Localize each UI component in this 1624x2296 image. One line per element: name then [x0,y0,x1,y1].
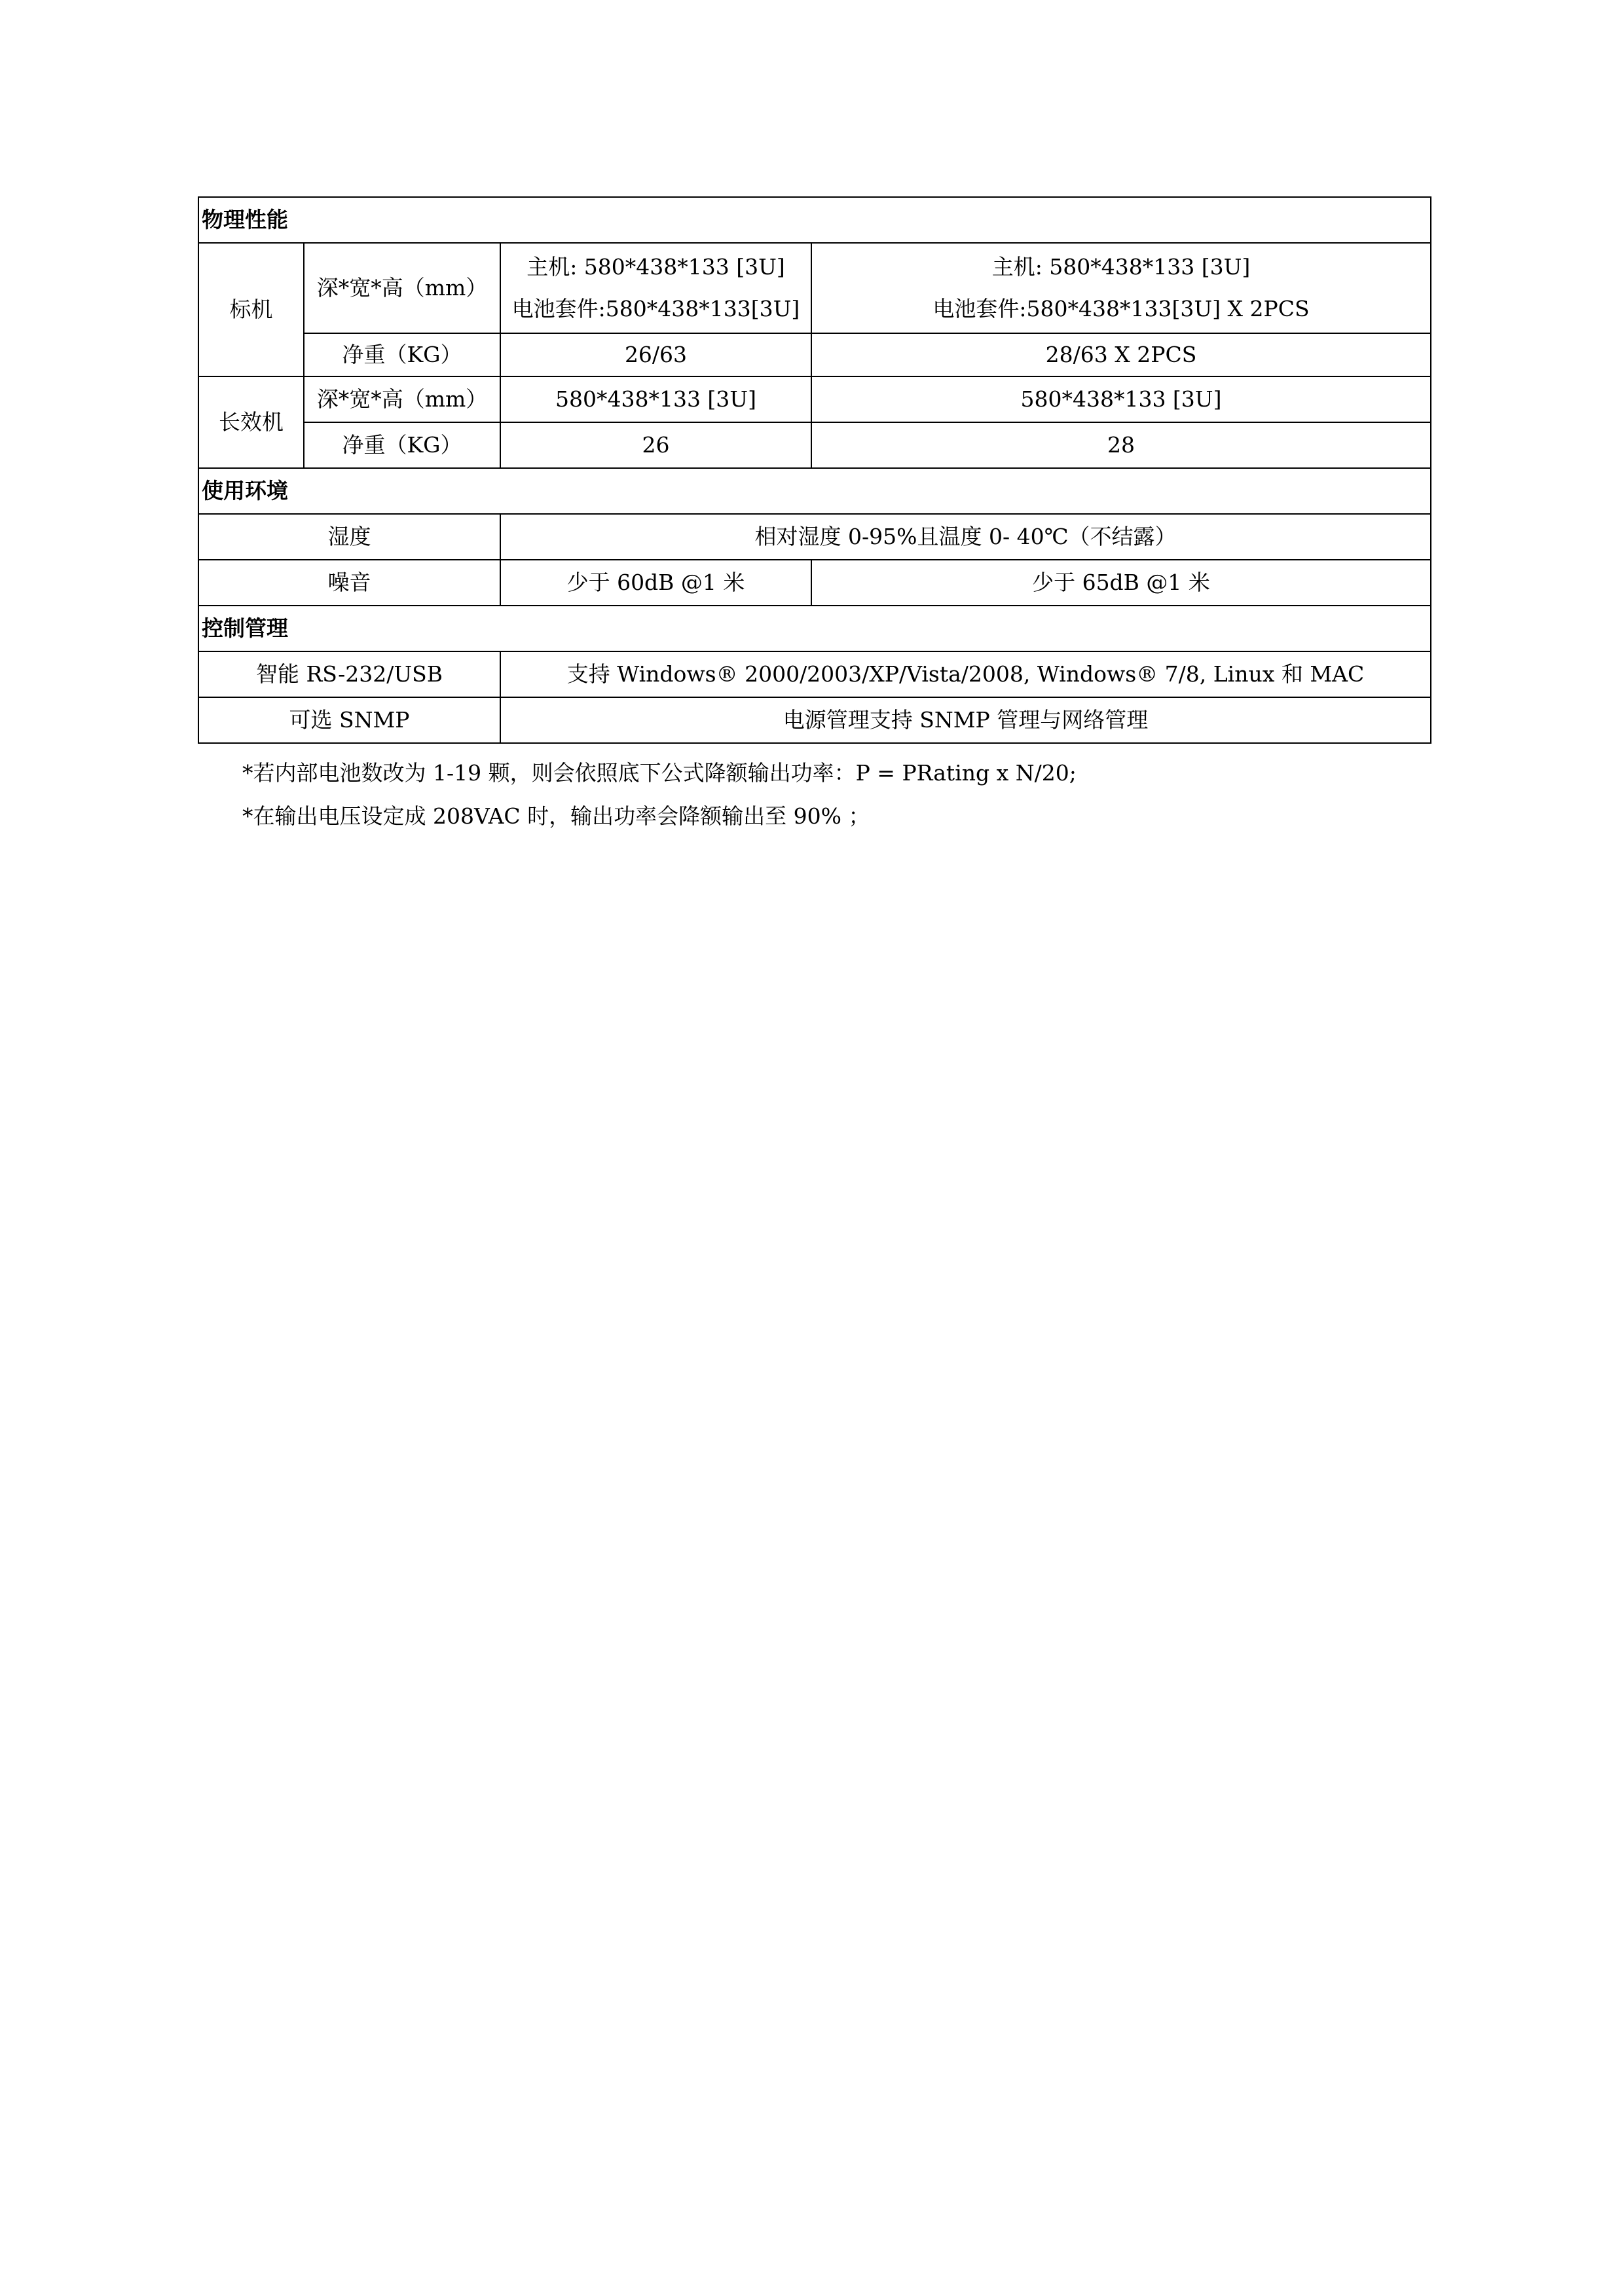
noise-label: 噪音 [198,560,500,606]
humidity-label: 湿度 [198,514,500,560]
table-row [198,422,1431,468]
humidity-value: 相对湿度 0-95%且温度 0- 40℃（不结露） [500,514,1431,560]
row-label-standard: 标机 [198,243,304,376]
table-row [198,514,1431,560]
long-run-dims-b: 580*438*133 [3U] [811,376,1431,422]
standard-dims-b [811,243,1431,333]
standard-dims-b-line1: 主机: 580*438*133 [3U] [991,254,1251,280]
section-row-physical [198,197,1431,243]
weight-label: 净重（KG） [304,422,500,468]
section-title-control: 控制管理 [198,606,1431,651]
long-run-weight-a: 26 [500,422,811,468]
row-label-long-run: 长效机 [198,376,304,468]
dims-label: 深*宽*高（mm） [304,376,500,422]
table-row [198,697,1431,743]
standard-dims-a-line1: 主机: 580*438*133 [3U] [526,254,785,280]
snmp-label: 可选 SNMP [198,697,500,743]
table-row [198,243,1431,333]
section-row-environment [198,468,1431,514]
rs232-value: 支持 Windows® 2000/2003/XP/Vista/2008, Windows® 7/8, Linux 和 MAC [500,651,1431,697]
footnotes [242,752,1077,838]
standard-dims-a-line2: 电池套件:580*438*133[3U] [511,296,800,321]
long-run-dims-a: 580*438*133 [3U] [500,376,811,422]
section-title-environment: 使用环境 [198,468,1431,514]
standard-weight-b: 28/63 X 2PCS [811,333,1431,376]
long-run-weight-b: 28 [811,422,1431,468]
section-row-control [198,606,1431,651]
footnote-battery-derating: *若内部电池数改为 1-19 颗，则会依照底下公式降额输出功率：P = PRating x N/20; [242,760,1077,786]
standard-dims-b-line2: 电池套件:580*438*133[3U] X 2PCS [932,296,1310,321]
spec-table [198,196,1431,744]
noise-b: 少于 65dB @1 米 [811,560,1431,606]
weight-label: 净重（KG） [304,333,500,376]
table-row [198,333,1431,376]
rs232-label: 智能 RS-232/USB [198,651,500,697]
noise-a: 少于 60dB @1 米 [500,560,811,606]
footnote-voltage-derating: *在输出电压设定成 208VAC 时，输出功率会降额输出至 90% ； [242,803,870,829]
table-row [198,560,1431,606]
standard-dims-a [500,243,811,333]
table-row [198,376,1431,422]
table-row [198,651,1431,697]
section-title-physical: 物理性能 [198,197,1431,243]
snmp-value: 电源管理支持 SNMP 管理与网络管理 [500,697,1431,743]
standard-weight-a: 26/63 [500,333,811,376]
dims-label: 深*宽*高（mm） [304,243,500,333]
